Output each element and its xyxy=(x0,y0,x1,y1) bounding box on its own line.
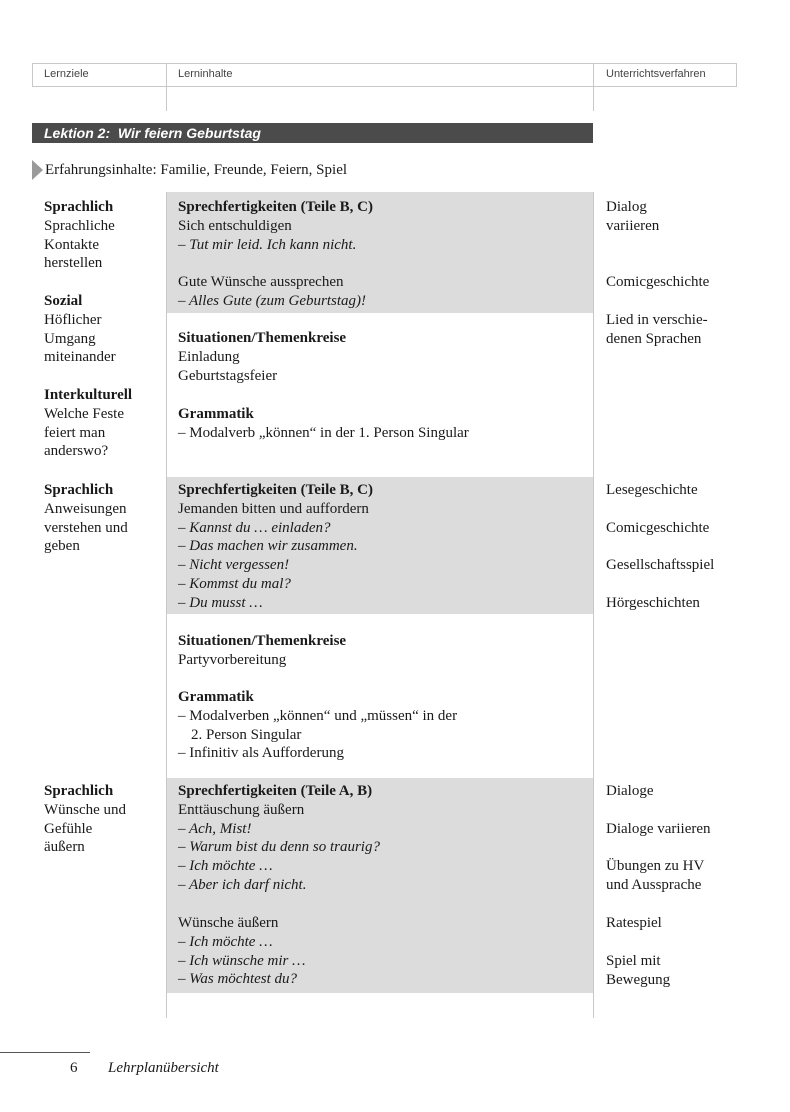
content-line: Einladung xyxy=(178,348,240,365)
method-line: Dialog xyxy=(606,199,647,215)
goal-line: Kontakte xyxy=(44,236,99,253)
footer-rule xyxy=(0,1052,90,1053)
method-line: Comicgeschichte xyxy=(606,520,710,536)
page-number: 6 xyxy=(70,1060,78,1076)
method-line: denen Sprachen xyxy=(606,330,702,347)
method-line: Dialoge xyxy=(606,783,654,799)
content-heading: Sprechfertigkeiten (Teile B, C) xyxy=(178,199,373,215)
content-example: – Aber ich darf nicht. xyxy=(178,877,307,893)
content-heading: Sprechfertigkeiten (Teile A, B) xyxy=(178,783,373,799)
goal-line: miteinander xyxy=(44,349,116,366)
content-line: Enttäuschung äußern xyxy=(178,801,305,818)
content-example: – Tut mir leid. Ich kann nicht. xyxy=(178,236,357,253)
goal-line: Wünsche und xyxy=(44,801,127,818)
content-line: 2. Person Singular xyxy=(191,726,302,743)
goal-line: anderswo? xyxy=(44,443,109,460)
body-divider-2 xyxy=(593,192,594,1018)
lesson-title: Lektion 2: Wir feiern Geburtstag xyxy=(44,125,261,141)
header-divider-left xyxy=(32,63,33,87)
goal-heading: Sprachlich xyxy=(44,482,114,498)
body-divider-1 xyxy=(166,192,167,1018)
footer-section-title: Lehrplanübersicht xyxy=(108,1060,219,1076)
content-line: Wünsche äußern xyxy=(178,915,279,931)
method-line: Bewegung xyxy=(606,971,671,988)
header-lerninhalte: Lerninhalte xyxy=(178,68,233,80)
content-example: – Kannst du … einladen? xyxy=(178,519,331,536)
method-line: Ratespiel xyxy=(606,915,662,931)
column-divider-2 xyxy=(593,63,594,111)
goal-line: Höflicher xyxy=(44,311,102,328)
triangle-marker-icon xyxy=(32,160,43,180)
header-divider-right xyxy=(736,63,737,87)
content-line: – Modalverben „können“ und „müssen“ in der xyxy=(178,707,458,724)
content-heading: Situationen/Themenkreise xyxy=(178,330,347,346)
method-line: und Aussprache xyxy=(606,877,702,893)
experience-line: Erfahrungsinhalte: Familie, Freunde, Feiern, Spiel xyxy=(45,162,348,178)
goal-line: Umgang xyxy=(44,330,96,347)
content-heading: Grammatik xyxy=(178,406,254,422)
column-divider-1 xyxy=(166,63,167,111)
goal-line: Gefühle xyxy=(44,820,93,837)
goal-line: Sprachliche xyxy=(44,217,115,234)
goal-heading: Sprachlich xyxy=(44,199,114,215)
content-heading: Sprechfertigkeiten (Teile B, C) xyxy=(178,482,373,498)
method-line: Übungen zu HV xyxy=(606,858,705,874)
header-unterrichtsverfahren: Unterrichtsverfahren xyxy=(606,68,706,80)
content-line: Jemanden bitten und auffordern xyxy=(178,500,369,517)
goal-line: verstehen und xyxy=(44,519,128,536)
content-example: – Ich wünsche mir … xyxy=(178,952,306,969)
content-example: – Alles Gute (zum Geburtstag)! xyxy=(178,292,367,309)
content-heading: Situationen/Themenkreise xyxy=(178,633,347,649)
method-line: Lied in verschie- xyxy=(606,312,708,328)
method-line: variieren xyxy=(606,217,660,234)
content-line: Sich entschuldigen xyxy=(178,217,292,234)
goal-heading: Sozial xyxy=(44,293,83,309)
content-heading: Grammatik xyxy=(178,689,254,705)
content-example: – Das machen wir zusammen. xyxy=(178,538,358,555)
method-line: Comicgeschichte xyxy=(606,274,710,290)
goal-line: geben xyxy=(44,538,80,555)
goal-line: feiert man xyxy=(44,424,106,441)
content-example: – Du musst … xyxy=(178,594,263,611)
goal-heading: Sprachlich xyxy=(44,783,114,799)
content-line: Geburtstagsfeier xyxy=(178,367,278,384)
goal-heading: Interkulturell xyxy=(44,387,133,403)
content-line: – Modalverb „können“ in der 1. Person Singular xyxy=(178,424,469,441)
content-example: – Kommst du mal? xyxy=(178,576,291,592)
goal-line: Welche Feste xyxy=(44,405,125,422)
header-bottom-rule xyxy=(32,86,736,87)
goal-line: äußern xyxy=(44,839,85,856)
content-line: – Infinitiv als Aufforderung xyxy=(178,745,344,762)
content-example: – Warum bist du denn so traurig? xyxy=(178,839,380,856)
content-line: Partyvorbereitung xyxy=(178,651,287,668)
content-line: Gute Wünsche aussprechen xyxy=(178,274,344,290)
method-line: Hörgeschichten xyxy=(606,595,700,611)
header-lernziele: Lernziele xyxy=(44,68,89,80)
method-line: Spiel mit xyxy=(606,953,661,969)
method-line: Dialoge variieren xyxy=(606,821,711,837)
content-example: – Nicht vergessen! xyxy=(178,557,290,574)
header-top-rule xyxy=(32,63,736,64)
method-line: Gesellschaftsspiel xyxy=(606,557,715,573)
content-example: – Ich möchte … xyxy=(178,933,273,950)
content-example: – Ich möchte … xyxy=(178,858,273,875)
goal-line: herstellen xyxy=(44,255,103,272)
content-example: – Was möchtest du? xyxy=(178,971,298,988)
goal-line: Anweisungen xyxy=(44,500,127,517)
content-example: – Ach, Mist! xyxy=(178,820,252,837)
method-line: Lesegeschichte xyxy=(606,482,698,498)
